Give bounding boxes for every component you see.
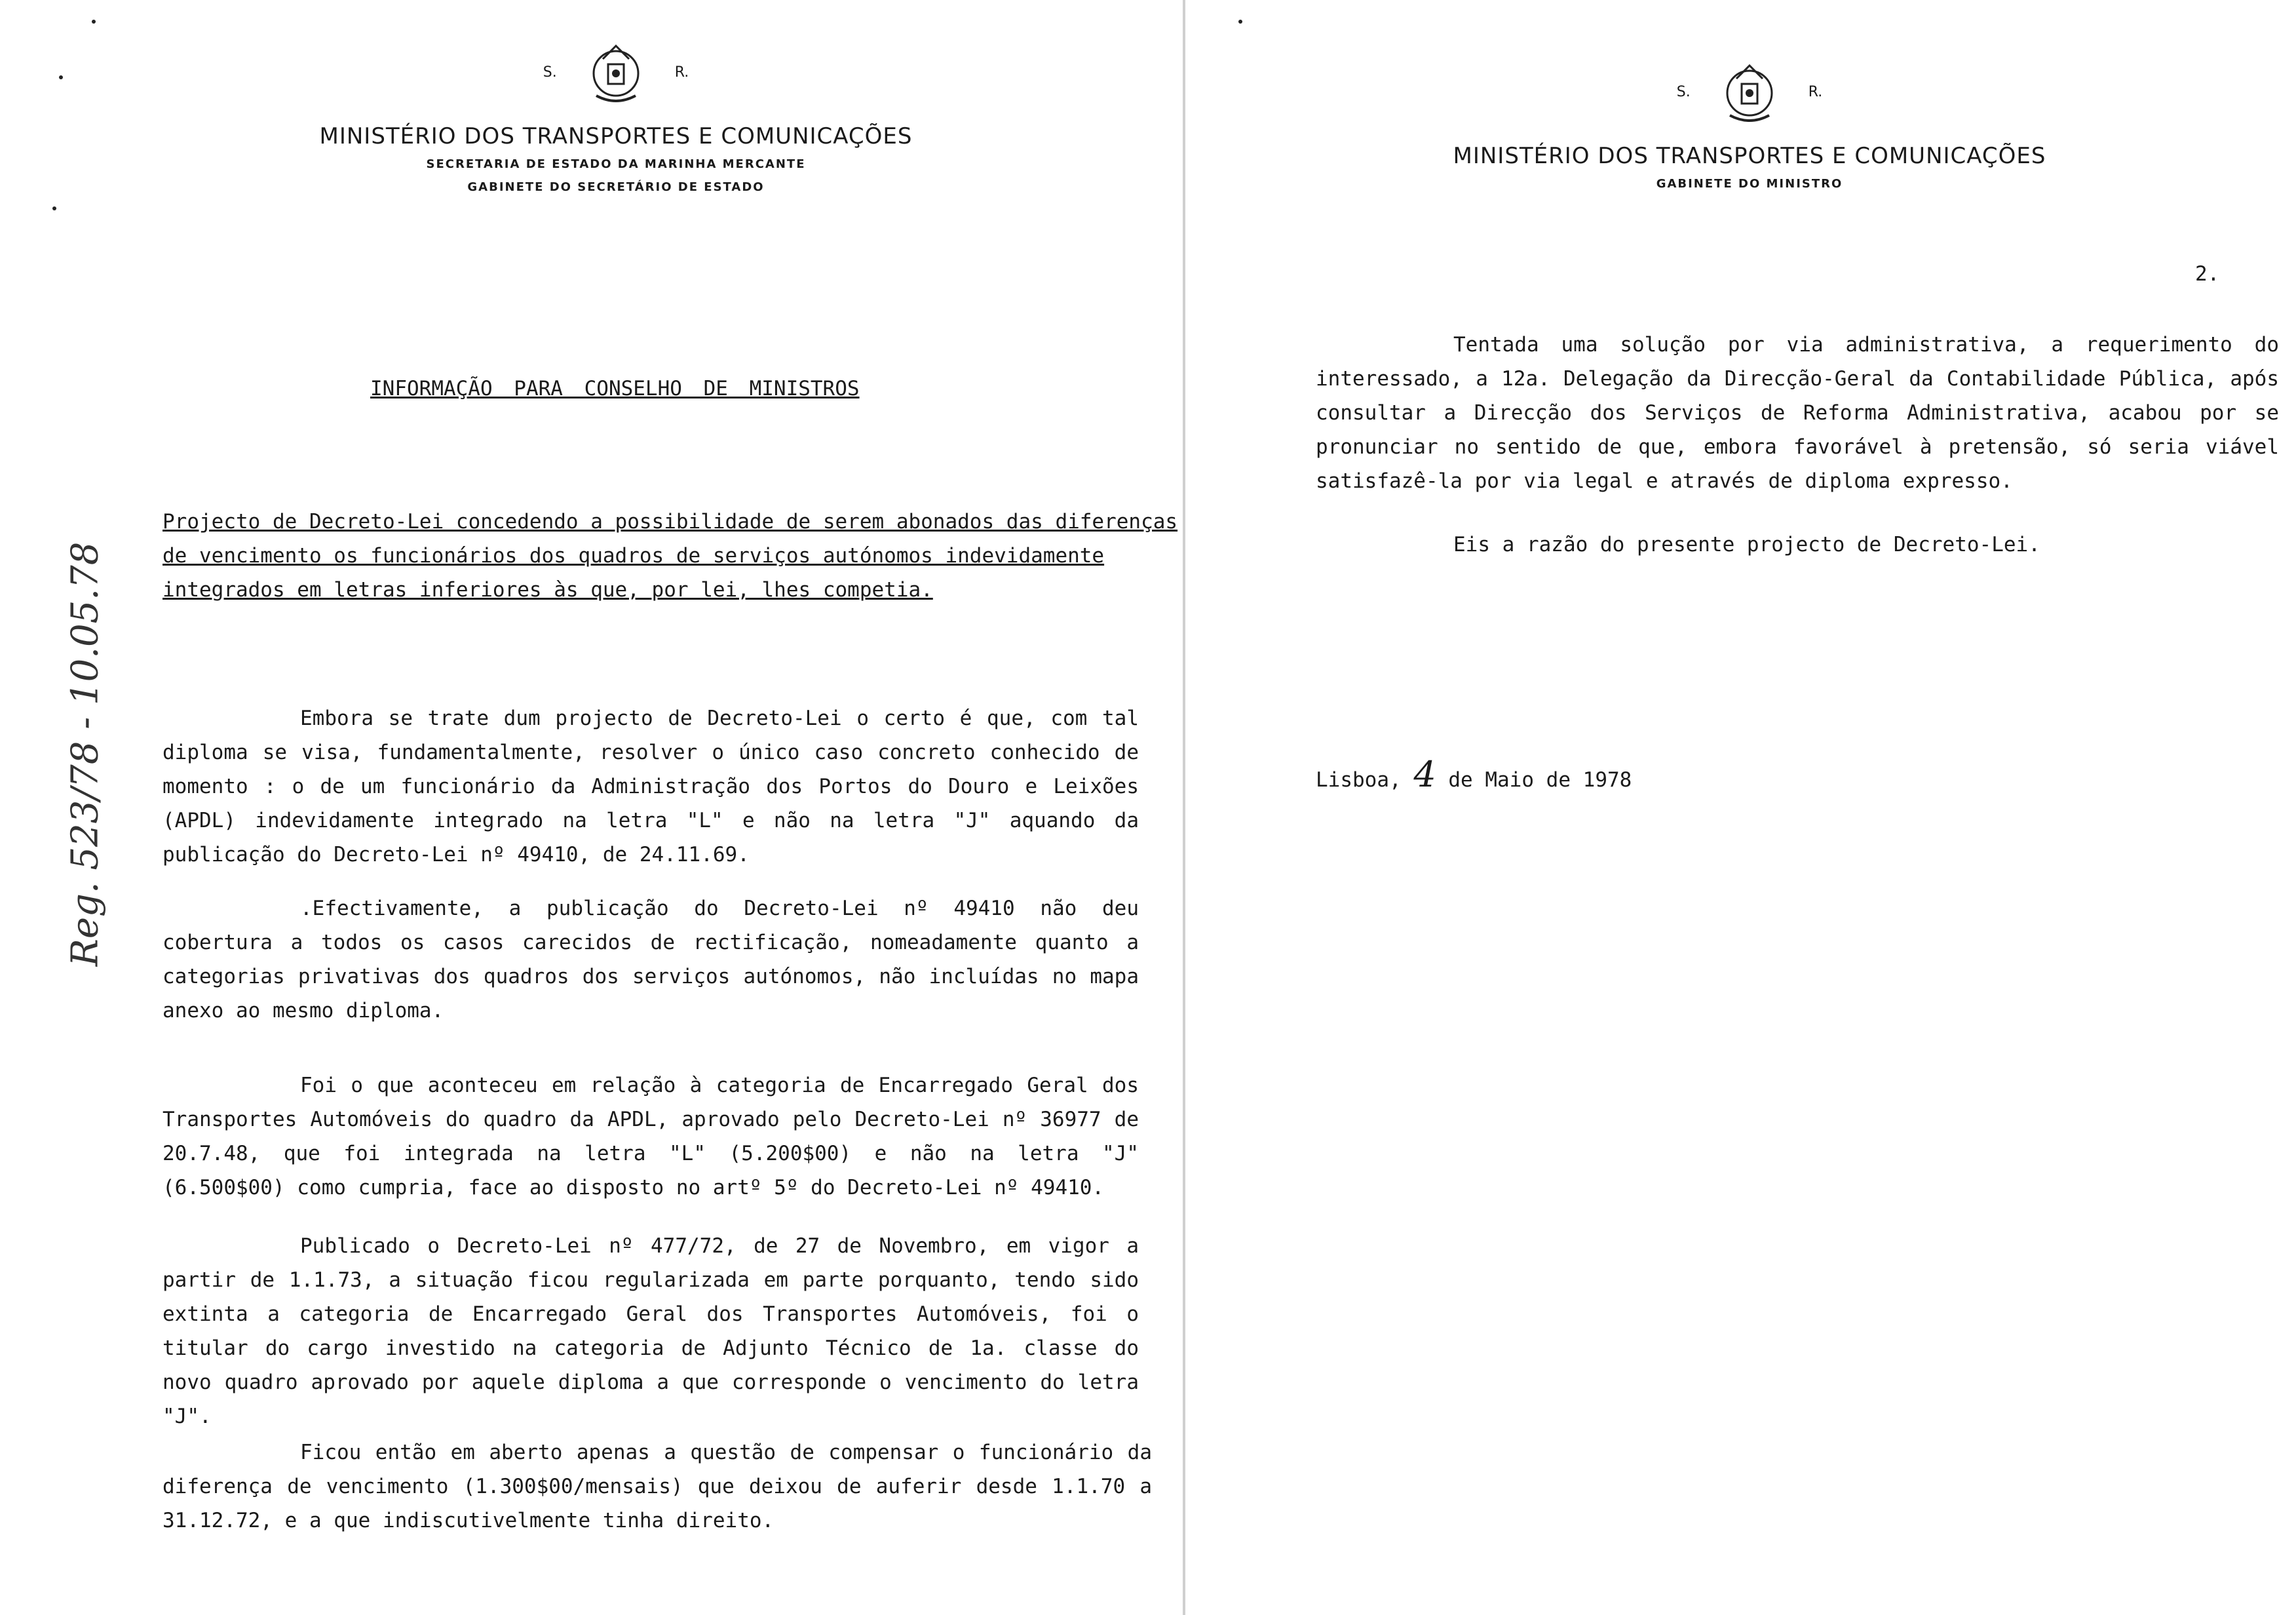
document-title: INFORMAÇÃO PARA CONSELHO DE MINISTROS <box>370 377 860 400</box>
paragraph-5: Ficou então em aberto apenas a questão de compensar o funcionário da diferença de vencimento (1.300$00/mensais) que deixou de auferir desde 1.1.70 a 31.12.72, e a que indiscutivelmente tinha direito. <box>163 1441 1152 1532</box>
coat-of-arms-icon <box>577 33 655 111</box>
letterhead-left <box>288 33 944 195</box>
paragraph-2: .Efectivamente, a publicação do Decreto-Lei nº 49410 não deu cobertura a todos os casos carecidos de rectificação, nomeadamente quanto a categorias privativas dos quadros dos serviços autónomos, não incluídas no mapa anexo ao mesmo diploma. <box>163 897 1139 1022</box>
date-month-year: de Maio de 1978 <box>1448 768 1632 792</box>
crest-letter-left: S. <box>1676 83 1691 100</box>
date-day-handwritten: 4 <box>1413 754 1436 795</box>
subject-text: Projecto de Decreto-Lei concedendo a possibilidade de serem abonados das diferenças de vencimento os funcionários dos quadros de serviços autónomos indevidamente integrados em letras inferiores às que, por lei, lhes competia. <box>163 510 1178 602</box>
subject-heading <box>163 505 1185 607</box>
scan-speck <box>59 75 63 79</box>
paragraph-4: Publicado o Decreto-Lei nº 477/72, de 27 de Novembro, em vigor a partir de 1.1.73, a situação ficou regularizada em parte porquanto, tendo sido extinta a categoria de Encarregado Geral dos Transportes Automóveis, foi o titular do cargo investido na categoria de Adjunto Técnico de 1a. classe do novo quadro aprovado por aquele diploma a que corresponde o vencimento do letra "J". <box>163 1234 1139 1428</box>
ministry-name: MINISTÉRIO DOS TRANSPORTES E COMUNICAÇÕES <box>319 123 913 149</box>
letterhead-right <box>1422 52 2077 192</box>
handwritten-registration-note: Reg. 523/78 - 10.05.78 <box>64 541 107 966</box>
coat-of-arms-icon <box>1710 52 1789 131</box>
crest-letter-right: R. <box>1808 83 1823 100</box>
crest-letter-right: R. <box>674 64 689 81</box>
right-page <box>1199 0 2296 1615</box>
page-number: 2. <box>2195 262 2220 286</box>
crest-letter-left: S. <box>543 64 557 81</box>
scan-speck <box>1238 20 1242 24</box>
secretariat-line: SECRETARIA DE ESTADO DA MARINHA MERCANTE <box>426 157 806 171</box>
paragraph-1: Embora se trate dum projecto de Decreto-Lei o certo é que, com tal diploma se visa, fundamentalmente, resolver o único caso concreto conhecido de momento : o de um funcionário da Administração dos Portos do Douro e Leixões (APDL) indevidamente integrado na letra "L" e não na letra "J" aquando da publicação do Decreto-Lei nº 49410, de 24.11.69. <box>163 707 1139 866</box>
cabinet-line: GABINETE DO MINISTRO <box>1656 177 1843 191</box>
paragraph-6: Tentada uma solução por via administrativa, a requerimento do interessado, a 12a. Delegação da Direcção-Geral da Contabilidade Pública, após consultar a Direcção dos Serviços de Reforma Administrativa, acabou por se pronunciar no sentido de que, embora favorável à pretensão, só seria viável satisfazê-la por via legal e através de diploma expresso. <box>1316 333 2279 493</box>
scan-speck <box>52 206 56 210</box>
date-place: Lisboa, <box>1316 768 1402 792</box>
page-gutter <box>1183 0 1185 1615</box>
paragraph-7: Eis a razão do presente projecto de Decreto-Lei. <box>1453 533 2040 556</box>
ministry-name: MINISTÉRIO DOS TRANSPORTES E COMUNICAÇÕES <box>1453 143 2046 169</box>
cabinet-line: GABINETE DO SECRETÁRIO DE ESTADO <box>467 180 765 195</box>
scan-speck <box>92 20 96 24</box>
date-line <box>1316 754 1632 795</box>
paragraph-3: Foi o que aconteceu em relação à categoria de Encarregado Geral dos Transportes Automóveis do quadro da APDL, aprovado pelo Decreto-Lei nº 36977 de 20.7.48, que foi integrada na letra "L" (5.200$00) e não na letra "J" (6.500$00) como cumpria, face ao disposto no artº 5º do Decreto-Lei nº 49410. <box>163 1074 1139 1199</box>
